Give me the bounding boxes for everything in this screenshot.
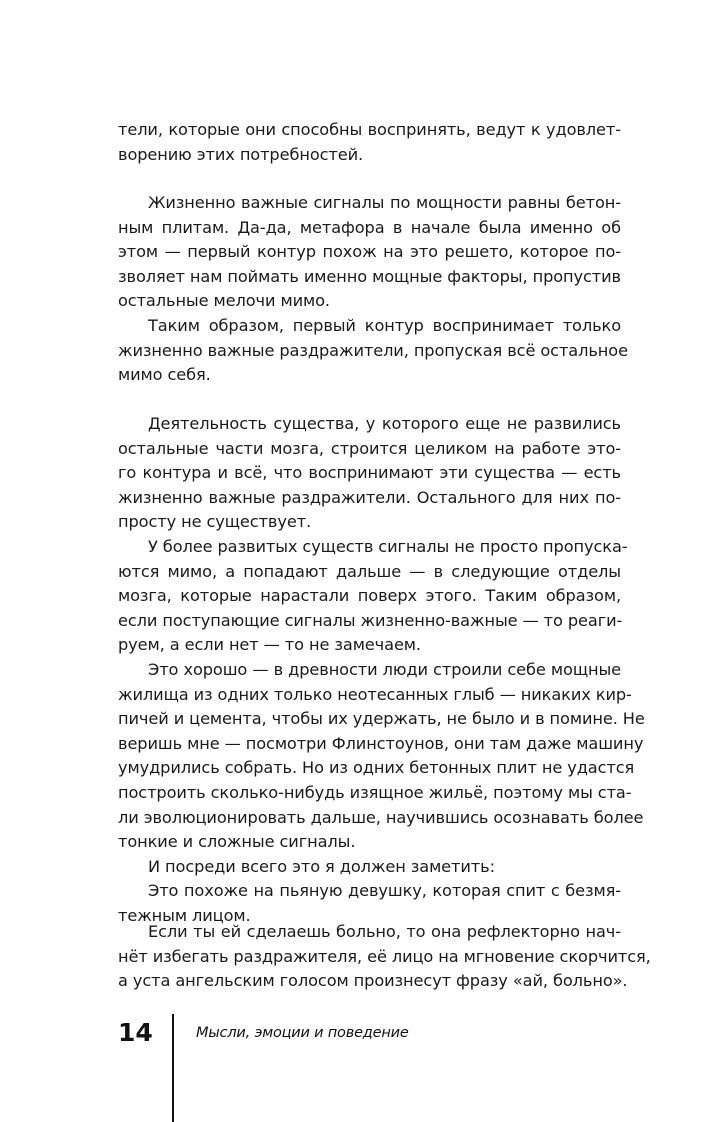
text-line: веришь мне — посмотри Флинстоунов, они там даже машину — [118, 733, 644, 753]
paragraph — [118, 855, 621, 880]
text-line: жизненно важные раздражители. Остального для них по- — [118, 487, 621, 507]
text-line: ли эволюционировать дальше, научившись осознавать более — [118, 807, 644, 827]
text-line: Это похоже на пьяную девушку, которая спит с безмя- — [148, 881, 621, 900]
text-line: просту не существует. — [118, 512, 312, 532]
text-line: ются мимо, а попадают дальше — в следующие отделы — [118, 561, 621, 581]
paragraph — [118, 412, 621, 535]
text-line: если поступающие сигналы жизненно-важные — то реаги- — [118, 610, 623, 630]
text-line: остальные части мозга, строится целиком на работе это- — [118, 438, 621, 458]
text-line: остальные мелочи мимо. — [118, 291, 330, 311]
text-line: нёт избегать раздражителя, её лицо на мгновение скорчится, — [118, 946, 651, 966]
footer-divider — [172, 1014, 174, 1122]
text-line: построить сколько-нибудь изящное жильё, поэтому мы ста- — [118, 782, 632, 802]
text-line: тонкие и сложные сигналы. — [118, 832, 356, 852]
text-line: жизненно важные раздражители, пропуская всё остальное — [118, 340, 628, 360]
paragraph — [118, 535, 628, 658]
text-line: И посреди всего это я должен заметить: — [148, 857, 495, 876]
text-line: умудрились собрать. Но из одних бетонных плит не удастся — [118, 758, 635, 778]
text-line: го контура и всё, что воспринимают эти существа — есть — [118, 463, 621, 483]
text-line: мимо себя. — [118, 365, 211, 385]
paragraph — [118, 191, 621, 314]
text-line: пичей и цемента, чтобы их удержать, не было и в помине. Не — [118, 709, 645, 729]
paragraph — [118, 314, 628, 388]
text-line: тежным лицом. — [118, 905, 251, 925]
page-number: 14 — [118, 1018, 153, 1047]
text-line: Деятельность существа, у которого еще не развились — [148, 414, 621, 433]
text-line: зволяет нам поймать именно мощные факторы, пропустив — [118, 266, 621, 286]
text-line: Если ты ей сделаешь больно, то она рефлекторно нач- — [148, 922, 621, 941]
text-line: мозга, которые нарастали поверх этого. Таким образом, — [118, 586, 621, 606]
text-line: а уста ангельским голосом произнесут фразу «ай, больно». — [118, 971, 628, 991]
text-line: Жизненно важные сигналы по мощности равны бетон- — [148, 193, 621, 212]
text-line: жилища из одних только неотесанных глыб — никаких кир- — [118, 684, 632, 704]
text-line: ворению этих потребностей. — [118, 144, 364, 164]
text-line: этом — первый контур похож на это решето, которое по- — [118, 242, 621, 262]
text-line: Это хорошо — в древности люди строили себе мощные — [148, 660, 621, 679]
text-line: ным плитам. Да-да, метафора в начале была именно об — [118, 217, 621, 237]
paragraph — [118, 118, 621, 167]
paragraph — [118, 920, 651, 994]
paragraph — [118, 658, 645, 855]
text-line: У более развитых существ сигналы не просто пропуска- — [148, 537, 628, 556]
text-line: руем, а если нет — то не замечаем. — [118, 635, 421, 655]
text-line: Таким образом, первый контур воспринимает только — [148, 316, 621, 335]
text-line: тели, которые они способны воспринять, ведут к удовлет- — [118, 120, 621, 139]
running-title: Мысли, эмоции и поведение — [196, 1025, 409, 1041]
